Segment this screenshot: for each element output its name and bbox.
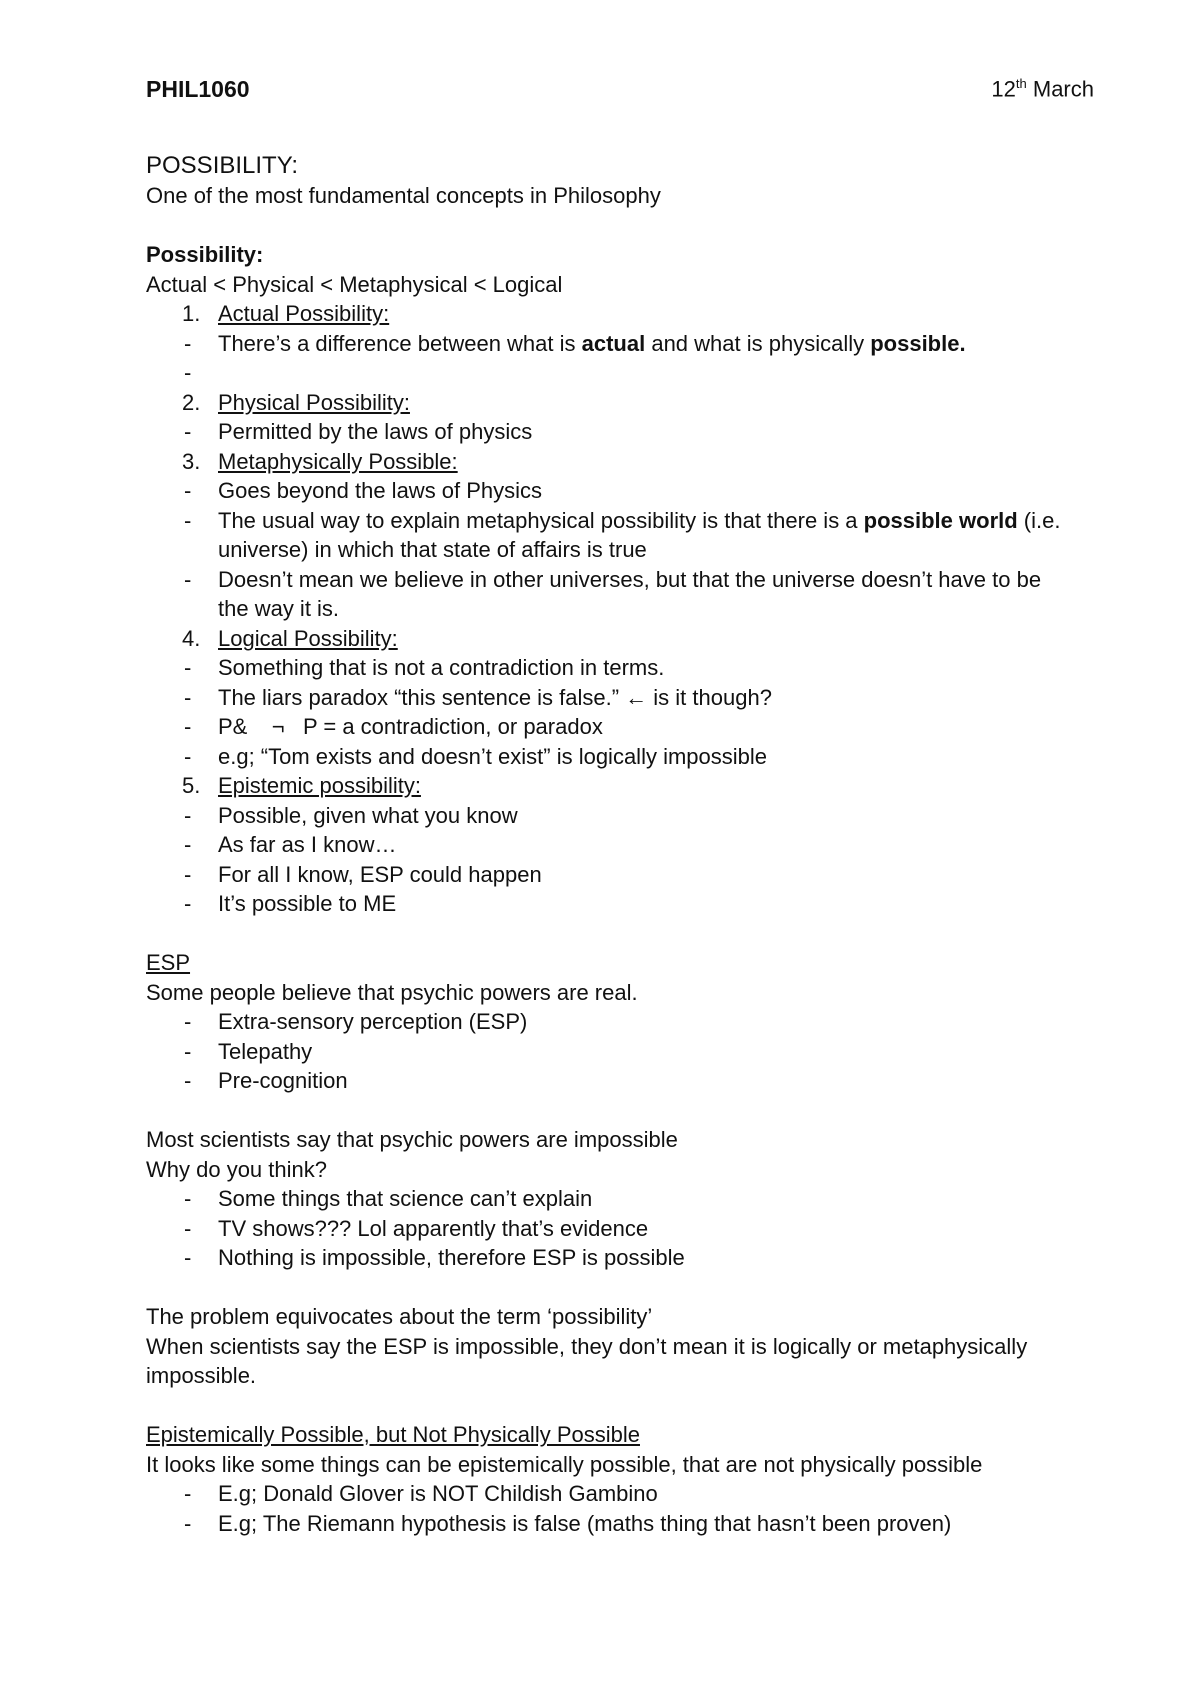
section-3-title: 3. Metaphysically Possible: <box>182 448 458 474</box>
esp-intro: Some people believe that psychic powers are real. <box>146 979 638 1005</box>
list-item: - E.g; Donald Glover is NOT Childish Gambino <box>184 1481 658 1506</box>
list-item: - Something that is not a contradiction in terms. <box>184 655 665 680</box>
list-item: - Nothing is impossible, therefore ESP is possible <box>184 1245 685 1270</box>
epistemic-heading: Epistemically Possible, but Not Physically Possible <box>146 1422 640 1447</box>
document-body <box>146 150 1096 1538</box>
list-item: - The usual way to explain metaphysical possibility is that there is a possible world (i.e. <box>184 507 1061 533</box>
list-item: - The liars paradox “this sentence is false.” ← is it though? <box>184 684 772 710</box>
list-item: - e.g; “Tom exists and doesn’t exist” is logically impossible <box>184 743 768 769</box>
list-item: - <box>184 360 192 385</box>
section-1-title: 1. Actual Possibility: <box>182 301 390 326</box>
list-item: - Possible, given what you know <box>184 802 518 828</box>
lecture-date <box>991 76 1094 102</box>
list-item: - Extra-sensory perception (ESP) <box>184 1009 528 1034</box>
list-item: - Goes beyond the laws of Physics <box>184 478 543 503</box>
list-item: - It’s possible to ME <box>184 891 397 916</box>
section-2-title: 2. Physical Possibility: <box>182 389 410 415</box>
list-item: - For all I know, ESP could happen <box>184 861 542 887</box>
list-item-continuation: the way it is. <box>218 596 340 621</box>
list-item: - Telepathy <box>184 1038 313 1064</box>
problem-line-2: When scientists say the ESP is impossible, they don’t mean it is logically or metaphysically <box>146 1333 1028 1359</box>
scientists-line-2: Why do you think? <box>146 1156 327 1182</box>
list-item: - E.g; The Riemann hypothesis is false (maths thing that hasn’t been proven) <box>184 1510 952 1536</box>
page-title: POSSIBILITY: <box>146 152 299 179</box>
list-item: - Permitted by the laws of physics <box>184 419 533 444</box>
list-item: - P& ¬ P = a contradiction, or paradox <box>184 714 603 739</box>
epistemic-intro: It looks like some things can be epistemically possible, that are not physically possible <box>146 1451 983 1477</box>
problem-line-1: The problem equivocates about the term ‘possibility’ <box>146 1304 653 1329</box>
date-month: March <box>1032 76 1094 102</box>
list-item-continuation: universe) in which that state of affairs is true <box>218 537 647 562</box>
date-day: 12 <box>991 76 1016 102</box>
ordering: Actual < Physical < Metaphysical < Logical <box>146 271 563 297</box>
section-4-title: 4. Logical Possibility: <box>182 625 398 651</box>
list-item: - Pre-cognition <box>184 1068 348 1093</box>
list-item: - Doesn’t mean we believe in other universes, but that the universe doesn’t have to be <box>184 566 1042 592</box>
page-header <box>146 76 1094 110</box>
section-5-title: 5. Epistemic possibility: <box>182 773 421 798</box>
problem-line-3: impossible. <box>146 1363 257 1388</box>
list-item: - TV shows??? Lol apparently that’s evidence <box>184 1215 649 1241</box>
list-item: - There’s a difference between what is actual and what is physically possible. <box>184 330 966 356</box>
course-code: PHIL1060 <box>146 76 250 102</box>
date-suffix: th <box>1015 76 1027 91</box>
subtitle: One of the most fundamental concepts in Philosophy <box>146 183 661 208</box>
list-item: - As far as I know… <box>184 832 397 857</box>
list-item: - Some things that science can’t explain <box>184 1186 593 1211</box>
possibility-heading: Possibility: <box>146 242 264 267</box>
scientists-line-1: Most scientists say that psychic powers are impossible <box>146 1127 678 1152</box>
esp-heading: ESP <box>146 950 191 975</box>
